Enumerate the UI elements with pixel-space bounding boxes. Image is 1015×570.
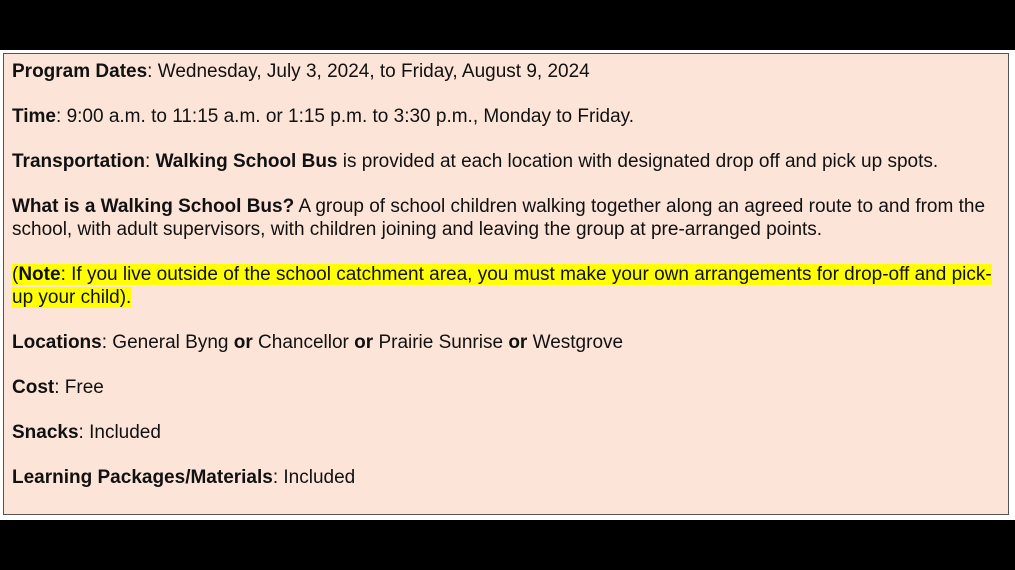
note-label: Note (18, 264, 61, 285)
transportation-row: Transportation: Walking School Bus is provided at each location with designated drop off and pick up spots. (12, 151, 939, 172)
snacks-value: Included (89, 422, 161, 443)
program-info-panel (3, 53, 1009, 515)
location-separator: or (233, 332, 253, 353)
location-separator: or (508, 332, 528, 353)
location-item: Chancellor (258, 332, 349, 353)
learning-packages-label: Learning Packages/Materials (12, 467, 273, 488)
walking-school-bus-answer: A group of school children walking together along an agreed route to and from the school, with adult supervisors, with children joining and leaving the group at pre-arranged points. (12, 196, 986, 240)
location-item: General Byng (112, 332, 229, 353)
program-dates-label: Program Dates (12, 61, 148, 82)
cost-row: Cost: Free (12, 377, 104, 398)
time-row: Time: 9:00 a.m. to 11:15 a.m. or 1:15 p.m. to 3:30 p.m., Monday to Friday. (12, 106, 635, 127)
location-separator: or (354, 332, 374, 353)
location-item: Westgrove (532, 332, 624, 353)
program-dates-row: Program Dates: Wednesday, July 3, 2024, to Friday, August 9, 2024 (12, 61, 590, 82)
transportation-value: is provided at each location with designated drop off and pick up spots. (342, 151, 939, 172)
note-text: : If you live outside of the school catchment area, you must make your own arrangements for drop-off and pick-up your child). (12, 264, 992, 308)
note-open-paren: ( (12, 264, 19, 285)
program-dates-value: Wednesday, July 3, 2024, to Friday, August 9, 2024 (157, 61, 590, 82)
cost-label: Cost (12, 377, 55, 398)
snacks-label: Snacks (12, 422, 79, 443)
locations-row: Locations: General Byng or Chancellor or Prairie Sunrise or Westgrove (12, 332, 624, 353)
walking-school-bus-term: Walking School Bus (155, 151, 338, 172)
learning-packages-row: Learning Packages/Materials: Included (12, 467, 356, 488)
transportation-label: Transportation (12, 151, 146, 172)
walking-school-bus-question: What is a Walking School Bus? (12, 196, 295, 217)
cost-value: Free (64, 377, 104, 398)
locations-label: Locations (12, 332, 102, 353)
note-highlight (12, 264, 992, 308)
time-label: Time (12, 106, 57, 127)
snacks-row: Snacks: Included (12, 422, 161, 443)
note-row (12, 263, 1000, 309)
learning-packages-value: Included (283, 467, 356, 488)
location-item: Prairie Sunrise (378, 332, 504, 353)
document-frame (0, 50, 1015, 520)
time-value: 9:00 a.m. to 11:15 a.m. or 1:15 p.m. to 3:30 p.m., Monday to Friday. (66, 106, 635, 127)
walking-school-bus-definition (12, 195, 1000, 241)
